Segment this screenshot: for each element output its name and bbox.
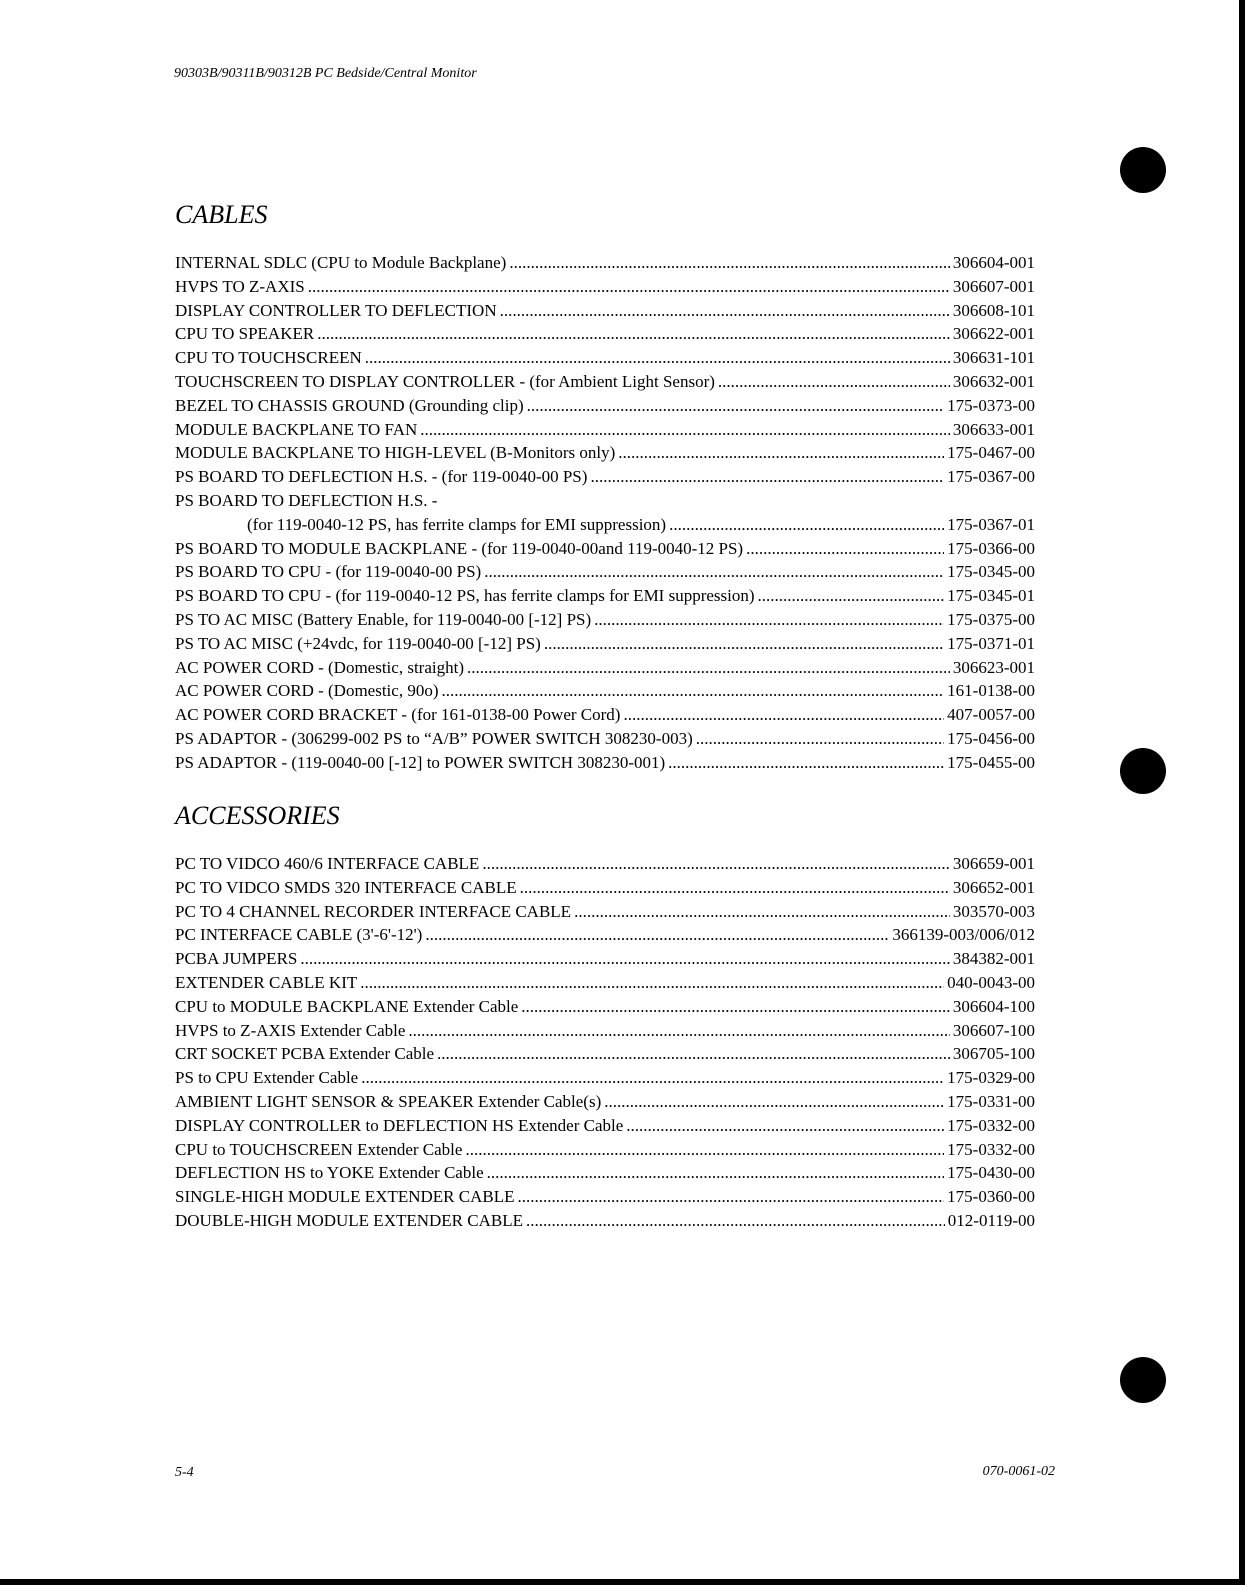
dot-leader [420, 420, 950, 440]
part-number: 303570-003 [952, 901, 1035, 921]
parts-list-row [175, 324, 1035, 348]
dot-leader [594, 610, 944, 630]
scan-edge-right [1239, 0, 1245, 1585]
dot-leader [467, 658, 950, 678]
dot-leader [669, 515, 944, 535]
dot-leader [518, 1187, 945, 1207]
parts-list-row [175, 1068, 1035, 1092]
dot-leader [317, 324, 950, 344]
parts-list-row [175, 1140, 1035, 1164]
dot-leader [626, 1116, 944, 1136]
part-number: 175-0345-01 [947, 586, 1035, 606]
part-description: AMBIENT LIGHT SENSOR & SPEAKER Extender Cable(s) [175, 1091, 602, 1111]
dot-leader [437, 1044, 950, 1064]
parts-list-row [175, 301, 1035, 325]
dot-leader [544, 634, 944, 654]
dot-leader [520, 878, 950, 898]
dot-leader [425, 925, 889, 945]
part-description: PS ADAPTOR - (306299-002 PS to “A/B” POWER SWITCH 308230-003) [175, 728, 693, 748]
part-number: 306607-100 [952, 1020, 1035, 1040]
binder-hole-top [1120, 147, 1166, 193]
part-number: 175-0455-00 [947, 752, 1035, 772]
parts-list-row [175, 997, 1035, 1021]
parts-list-row [175, 753, 1035, 777]
part-number: 306659-001 [952, 854, 1035, 873]
parts-list-row [175, 491, 1035, 515]
part-description: DOUBLE-HIGH MODULE EXTENDER CABLE [175, 1210, 523, 1230]
parts-list-row [175, 348, 1035, 372]
dot-leader [527, 396, 945, 416]
dot-leader [408, 1021, 949, 1041]
page-number: 5-4 [175, 1465, 194, 1480]
parts-list-row [175, 396, 1035, 420]
part-description: PS BOARD TO CPU - (for 119-0040-12 PS, has ferrite clamps for EMI suppression) [175, 586, 755, 606]
part-number: 175-0332-00 [947, 1139, 1035, 1159]
part-description: PS to CPU Extender Cable [175, 1068, 359, 1088]
parts-list-row [175, 902, 1035, 926]
part-description: DEFLECTION HS to YOKE Extender Cable [175, 1163, 484, 1183]
parts-list-row [175, 925, 1035, 949]
part-number: 175-0329-00 [947, 1068, 1035, 1088]
part-number: 175-0373-00 [947, 395, 1035, 415]
part-number: 175-0332-00 [947, 1115, 1035, 1135]
parts-list-row [175, 634, 1035, 658]
part-description: PS BOARD TO MODULE BACKPLANE - (for 119-0040-00and 119-0040-12 PS) [175, 538, 744, 558]
part-description: CRT SOCKET PCBA Extender Cable [175, 1044, 435, 1064]
part-number: 306622-001 [952, 324, 1035, 344]
part-description: PC INTERFACE CABLE (3'-6'-12') [175, 925, 423, 945]
part-number: 175-0456-00 [947, 728, 1035, 748]
part-description: PCBA JUMPERS [175, 949, 298, 969]
part-description: AC POWER CORD - (Domestic, 90o) [175, 681, 439, 701]
dot-leader [308, 277, 950, 297]
parts-list-row [175, 1187, 1035, 1211]
parts-list-row [175, 467, 1035, 491]
dot-leader [521, 997, 950, 1017]
part-description: TOUCHSCREEN TO DISPLAY CONTROLLER - (for Ambient Light Sensor) [175, 371, 715, 391]
part-number: 306604-100 [952, 996, 1035, 1016]
dot-leader [718, 372, 950, 392]
part-description: HVPS to Z-AXIS Extender Cable [175, 1020, 406, 1040]
dot-leader [465, 1140, 944, 1160]
running-header: 90303B/90311B/90312B PC Bedside/Central Monitor [174, 66, 477, 81]
parts-list-row [175, 586, 1035, 610]
parts-list-row [175, 1116, 1035, 1140]
cables-list [175, 253, 1035, 777]
part-description: MODULE BACKPLANE TO HIGH-LEVEL (B-Monitors only) [175, 443, 616, 463]
part-description: SINGLE-HIGH MODULE EXTENDER CABLE [175, 1187, 515, 1207]
parts-list-row [175, 854, 1035, 878]
dot-leader [500, 301, 950, 321]
part-number: 175-0430-00 [947, 1163, 1035, 1183]
binder-hole-bottom [1120, 1357, 1166, 1403]
part-description: BEZEL TO CHASSIS GROUND (Grounding clip) [175, 395, 524, 415]
part-number: 012-0119-00 [947, 1210, 1035, 1230]
part-number: 040-0043-00 [947, 972, 1035, 992]
parts-list-row [175, 729, 1035, 753]
binder-hole-middle [1120, 748, 1166, 794]
part-number: 175-0360-00 [947, 1187, 1035, 1207]
parts-list-row [175, 420, 1035, 444]
part-number: 306705-100 [952, 1044, 1035, 1064]
part-description: INTERNAL SDLC (CPU to Module Backplane) [175, 253, 507, 272]
dot-leader [365, 348, 950, 368]
dot-leader [590, 467, 944, 487]
part-description: PC TO VIDCO SMDS 320 INTERFACE CABLE [175, 877, 517, 897]
part-description: PS TO AC MISC (+24vdc, for 119-0040-00 [-12] PS) [175, 633, 541, 653]
dot-leader [623, 705, 944, 725]
part-description: PS BOARD TO DEFLECTION H.S. - [175, 490, 438, 510]
part-number: 384382-001 [952, 949, 1035, 969]
part-number: 306632-001 [952, 371, 1035, 391]
parts-list-row [175, 681, 1035, 705]
parts-list-row [175, 949, 1035, 973]
dot-leader [484, 562, 944, 582]
parts-list-row [175, 443, 1035, 467]
part-description: MODULE BACKPLANE TO FAN [175, 419, 418, 439]
part-number: 306623-001 [952, 657, 1035, 677]
dot-leader [604, 1092, 944, 1112]
dot-leader [574, 902, 950, 922]
dot-leader [668, 753, 944, 773]
part-number: 175-0371-01 [947, 633, 1035, 653]
parts-list-row [175, 610, 1035, 634]
parts-list-row [175, 878, 1035, 902]
accessories-heading: ACCESSORIES [175, 801, 340, 830]
dot-leader [509, 253, 950, 273]
part-description: CPU to TOUCHSCREEN Extender Cable [175, 1139, 463, 1159]
part-description: PS TO AC MISC (Battery Enable, for 119-0040-00 [-12] PS) [175, 609, 592, 629]
part-description: AC POWER CORD - (Domestic, straight) [175, 657, 464, 677]
part-description: CPU TO TOUCHSCREEN [175, 348, 362, 368]
part-number: 161-0138-00 [947, 681, 1035, 701]
dot-leader [758, 586, 945, 606]
parts-list-row [175, 539, 1035, 563]
parts-list-row [175, 515, 1035, 539]
part-number: 306633-001 [952, 419, 1035, 439]
part-number: 366139-003/006/012 [892, 925, 1035, 945]
part-number: 175-0467-00 [947, 443, 1035, 463]
cables-heading: CABLES [175, 200, 268, 229]
dot-leader [696, 729, 944, 749]
part-description: DISPLAY CONTROLLER TO DEFLECTION [175, 300, 497, 320]
part-number: 175-0331-00 [947, 1091, 1035, 1111]
part-number: 175-0375-00 [947, 609, 1035, 629]
parts-list-row [175, 277, 1035, 301]
parts-list-row [175, 372, 1035, 396]
part-number: 306631-101 [952, 348, 1035, 368]
part-description: PC TO VIDCO 460/6 INTERFACE CABLE [175, 854, 480, 873]
document-number: 070-0061-02 [982, 1464, 1055, 1479]
part-number: 175-0366-00 [947, 538, 1035, 558]
dot-leader [300, 949, 949, 969]
part-description: PS ADAPTOR - (119-0040-00 [-12] to POWER SWITCH 308230-001) [175, 752, 666, 772]
parts-list-row [175, 253, 1035, 277]
part-description: EXTENDER CABLE KIT [175, 972, 358, 992]
dot-leader [441, 681, 944, 701]
parts-list-row [175, 1211, 1035, 1235]
part-number: 407-0057-00 [947, 705, 1035, 725]
accessories-list [175, 854, 1035, 1235]
part-number: 306604-001 [952, 253, 1035, 272]
part-description: HVPS TO Z-AXIS [175, 276, 305, 296]
part-description: PS BOARD TO CPU - (for 119-0040-00 PS) [175, 562, 482, 582]
part-description: PC TO 4 CHANNEL RECORDER INTERFACE CABLE [175, 901, 572, 921]
scan-edge-bottom [0, 1579, 1245, 1585]
parts-list-row [175, 562, 1035, 586]
dot-leader [487, 1163, 945, 1183]
parts-list-row [175, 973, 1035, 997]
part-number: 306652-001 [952, 877, 1035, 897]
part-number: 306608-101 [952, 300, 1035, 320]
parts-list-row [175, 1021, 1035, 1045]
parts-list-row [175, 1044, 1035, 1068]
parts-list-row [175, 1163, 1035, 1187]
part-description: DISPLAY CONTROLLER to DEFLECTION HS Extender Cable [175, 1115, 624, 1135]
part-number: 175-0367-00 [947, 467, 1035, 487]
part-description: PS BOARD TO DEFLECTION H.S. - (for 119-0040-00 PS) [175, 467, 588, 487]
dot-leader [618, 443, 944, 463]
part-description: CPU to MODULE BACKPLANE Extender Cable [175, 996, 519, 1016]
parts-list-row [175, 705, 1035, 729]
dot-leader [526, 1211, 945, 1231]
dot-leader [482, 854, 950, 874]
part-description: (for 119-0040-12 PS, has ferrite clamps for EMI suppression) [247, 514, 667, 534]
parts-list-row [175, 658, 1035, 682]
part-description: AC POWER CORD BRACKET - (for 161-0138-00 Power Cord) [175, 705, 621, 725]
part-number: 306607-001 [952, 276, 1035, 296]
dot-leader [746, 539, 944, 559]
dot-leader [361, 1068, 944, 1088]
part-number: 175-0367-01 [947, 514, 1035, 534]
dot-leader [360, 973, 944, 993]
parts-list-row [175, 1092, 1035, 1116]
part-number: 175-0345-00 [947, 562, 1035, 582]
part-description: CPU TO SPEAKER [175, 324, 315, 344]
